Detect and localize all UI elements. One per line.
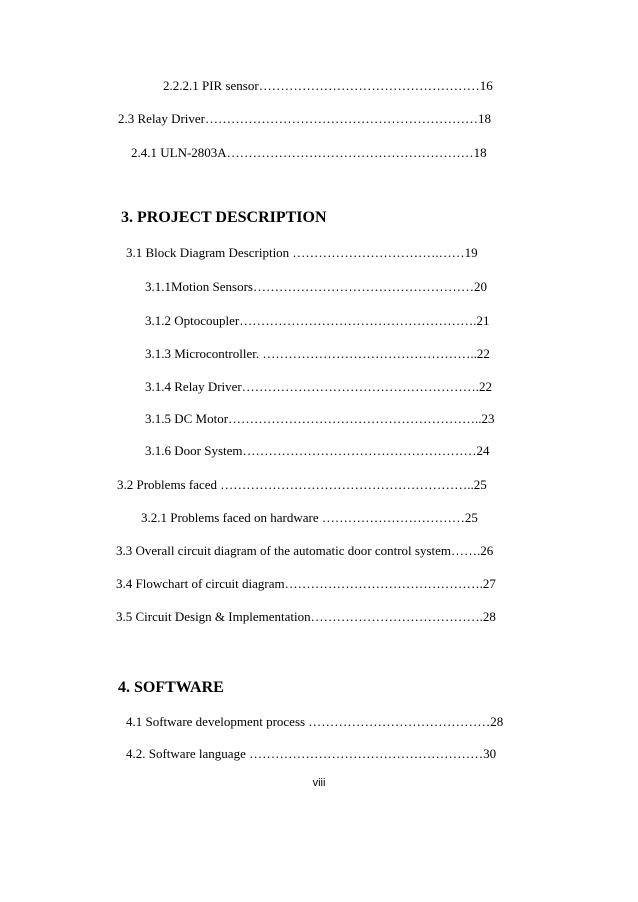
section-heading-software: 4. SOFTWARE [118,679,224,696]
toc-entry-3-1-2: 3.1.2 Optocoupler……………………………………………….21 [145,313,490,328]
toc-entry-3-1-6: 3.1.6 Door System………………………………………………24 [145,443,490,458]
toc-entry-2-2-2-1: 2.2.2.1 PIR sensor……………………………………………16 [163,78,493,93]
toc-entry-3-1-4: 3.1.4 Relay Driver……………………………………………….22 [145,379,493,394]
toc-entry-2-4-1: 2.4.1 ULN-2803A…………………………………………………18 [131,145,487,160]
toc-entry-2-3: 2.3 Relay Driver………………………………………………………18 [118,111,492,126]
toc-entry-4-1: 4.1 Software development process ……………………………………28 [126,714,504,729]
toc-entry-3-5: 3.5 Circuit Design & Implementation………………………………….28 [116,609,496,624]
toc-entry-3-1: 3.1 Block Diagram Description …………………………….……19 [126,245,478,260]
page-number: viii [312,777,326,789]
toc-entry-3-1-3: 3.1.3 Microcontroller. …………………………………………..22 [145,346,490,361]
toc-entry-3-2-1: 3.2.1 Problems faced on hardware ……………………………25 [141,510,478,525]
toc-entry-3-1-1: 3.1.1Motion Sensors……………………………………………20 [145,279,487,294]
toc-entry-3-4: 3.4 Flowchart of circuit diagram……………………………………….27 [116,576,496,591]
toc-entry-3-2: 3.2 Problems faced …………………………………………………..25 [117,477,487,492]
toc-entry-3-3: 3.3 Overall circuit diagram of the automatic door control system…….26 [116,543,494,558]
section-heading-project-description: 3. PROJECT DESCRIPTION [121,209,327,226]
toc-entry-4-2: 4.2. Software language ………………………………………………30 [126,746,497,761]
toc-entry-3-1-5: 3.1.5 DC Motor…………………………………………………..23 [145,411,495,426]
